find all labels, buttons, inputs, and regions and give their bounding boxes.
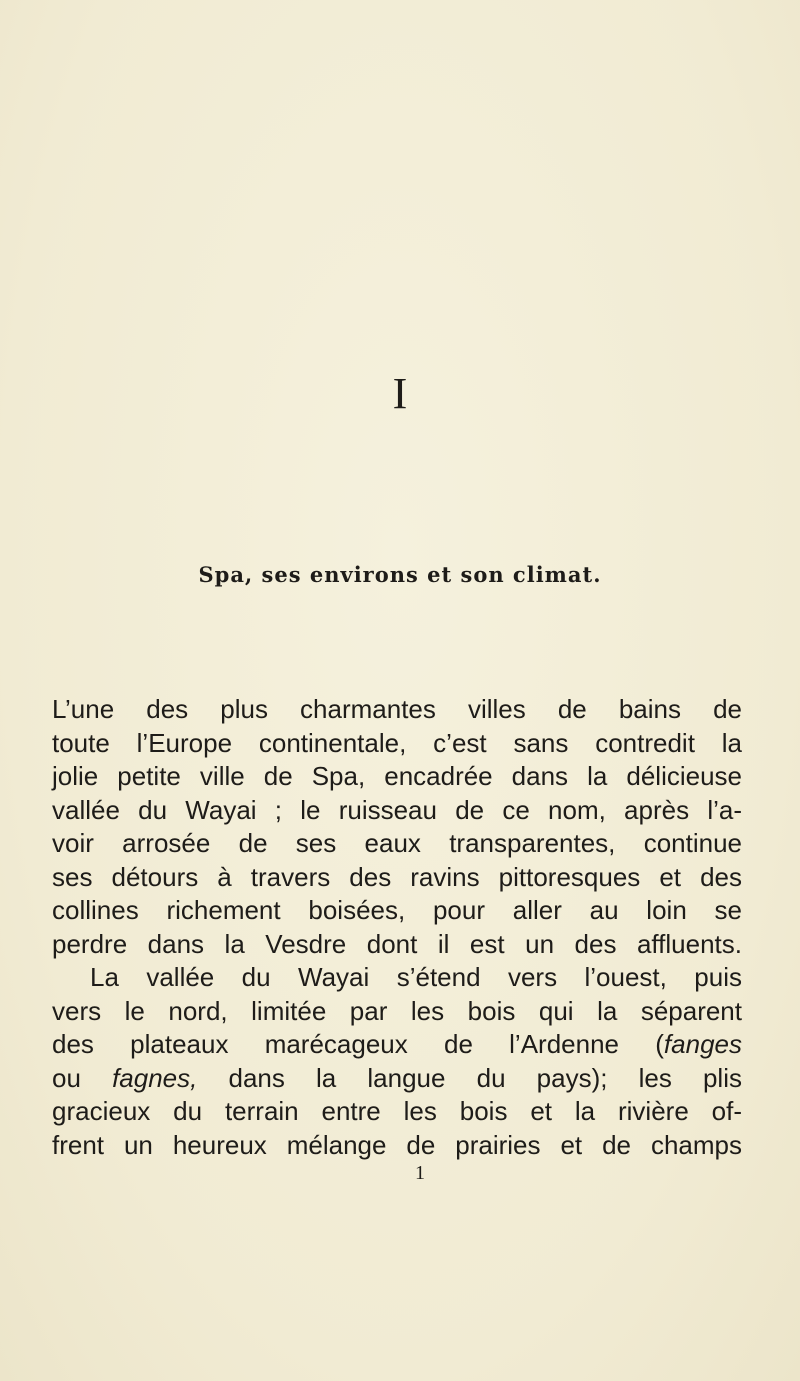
text-line: gracieux du terrain entre les bois et la rivière of- (52, 1096, 742, 1126)
text-fragment: ou (52, 1062, 113, 1093)
text-line: vers le nord, limitée par les bois qui la séparent (52, 995, 742, 1026)
text-line: La vallée du Wayai s’étend vers l’ouest, puis (90, 962, 742, 992)
text-line: frent un heureux mélange de prairies et de champs (52, 1129, 742, 1160)
text-line: ses détours à travers des ravins pittoresques et des (52, 861, 742, 892)
chapter-number: I (392, 369, 408, 418)
text-fragment: dans la langue du pays); les plis (197, 1062, 742, 1093)
text-line: collines richement boisées, pour aller au loin se (52, 895, 742, 925)
body-text (52, 693, 742, 1162)
text-line (52, 1062, 742, 1096)
italic-term: fagnes, (112, 1062, 198, 1093)
text-line: jolie petite ville de Spa, encadrée dans la délicieuse (52, 761, 742, 791)
italic-term: fanges (663, 1029, 742, 1059)
text-line: voir arrosée de ses eaux transparentes, continue (52, 828, 742, 858)
text-line: vallée du Wayai ; le ruisseau de ce nom, après l’a- (52, 794, 742, 825)
text-line (52, 1028, 742, 1062)
text-fragment: des plateaux marécageux de l’Ardenne ( (52, 1029, 664, 1059)
text-line: toute l’Europe continentale, c’est sans contredit la (52, 727, 742, 758)
signature-mark: 1 (415, 1162, 425, 1184)
text-line: L’une des plus charmantes villes de bains de (52, 694, 742, 724)
text-line: perdre dans la Vesdre dont il est un des affluents. (52, 928, 742, 959)
chapter-title: Spa, ses environs et son climat. (198, 562, 602, 587)
